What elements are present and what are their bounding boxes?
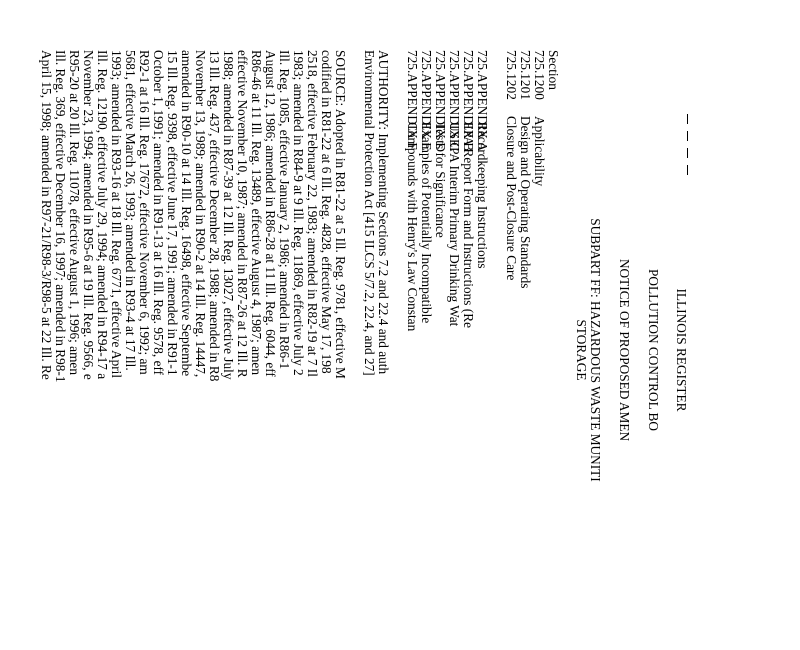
source-line: effective November 10, 1987; amended in R87-26 at 12 Ill. R [235,50,250,378]
section-row [532,50,546,186]
appendix-number: 725.APPENDIX A [475,50,490,152]
source-line: November 13, 1989; amended in R90-2 at 14 Ill. Reg. 14447, [193,50,208,378]
source-line: November 23, 1994; amended in R95-6 at 19 Ill. Reg. 9566, e [81,50,96,380]
section-row [504,50,518,280]
appendix-row [461,50,475,328]
appendix-row [433,50,447,238]
header-rule [688,114,698,214]
source-line: 13 Ill. Reg. 437, effective December 28, 1988; amended in R8 [207,50,222,382]
appendix-number: 725.APPENDIX B [461,50,476,152]
appendix-row [405,50,419,331]
source-line: 2518, effective February 22, 1983; amended in R82-19 at 7 Il [305,50,320,377]
source-line: R95-20 at 20 Ill. Reg. 11078, effective August 1, 1996; amen [67,50,82,375]
board-name: POLLUTION CONTROL BO [646,268,661,432]
source-line: 1983; amended in R84-9 at 9 Ill. Reg. 11869, effective July 2 [291,50,306,376]
register-title: ILLINOIS REGISTER [674,288,689,412]
appendix-row [419,50,433,323]
rotated-document-page [39,50,689,650]
source-line: codified in R81-22 at 6 Ill. Reg. 4828, effective May 17, 198 [319,50,334,374]
source-line: Ill. Reg. 369, effective December 16, 1997; amended in R98-1 [53,50,68,383]
source-line: 1988; amended in R87-39 at 12 Ill. Reg. 13027, effective July [221,50,236,380]
source-line: 15 Ill. Reg. 9398, effective June 17, 1991; amended in R91-1 [165,50,180,376]
appendix-row [447,50,461,326]
section-title: Applicability [532,116,547,187]
section-row [518,50,532,288]
subpart-title-cont: STORAGE [574,319,589,381]
section-number: 725.1202 [504,50,519,100]
appendix-number: 725.APPENDIX D [433,50,448,152]
section-title: Closure and Post-Closure Care [504,116,519,281]
source-line: August 12, 1986; amended in R86-28 at 11 Ill. Reg. 6044, eff [263,50,278,377]
source-line: R92-1 at 16 Ill. Reg. 17672, effective November 6, 1992; am [137,50,152,375]
source-line: April 15, 1998; amended in R97-21/R98-3/R98-5 at 22 Ill. Re [39,50,54,380]
authority-text-cont: Environmental Protection Act [415 ILCS 5/7.2, 22.4, and 27] [362,50,377,376]
authority-text: AUTHORITY: Implementing Sections 7.2 and 22.4 and auth [376,50,391,375]
section-number: 725.1200 [532,50,547,100]
appendix-row [475,50,489,269]
section-number: 725.1201 [518,50,533,100]
source-line: amended in R90-10 at 14 Ill. Reg. 16498, effective Septembe [179,50,194,377]
appendix-number: 725.APPENDIX F [405,50,420,150]
appendix-title: Tests for Significance [433,122,448,238]
source-line: R86-46 at 11 Ill. Reg. 13489, effective August 4, 1987; amen [249,50,264,375]
section-heading: Section [546,50,561,90]
appendix-title: Recordkeeping Instructions [475,122,490,269]
source-line: October 1, 1991; amended in R91-13 at 16 Ill. Reg. 9578, eff [151,50,166,376]
appendix-title: EPA Report Form and Instructions (Re [461,122,476,328]
source-line: 5681, effective March 26, 1993; amended in R93-4 at 17 Ill. [123,50,138,371]
notice-title: NOTICE OF PROPOSED AMEN [617,258,632,442]
appendix-title: Examples of Potentially Incompatible [419,122,434,324]
appendix-title: USEPA Interim Primary Drinking Wat [447,122,462,327]
section-title: Design and Operating Standards [518,116,533,289]
source-line: Ill. Reg. 1085, effective January 2, 1986; amended in R86-1 [277,50,292,370]
source-line: 1993; amended in R93-16 at 18 Ill. Reg. 6771, effective April [109,50,124,379]
appendix-number: 725.APPENDIX E [419,50,434,151]
subpart-title: SUBPART FF: HAZARDOUS WASTE MUNITI [588,218,603,482]
appendix-title: Compounds with Henry's Law Constan [405,122,420,332]
source-line: SOURCE: Adopted in R81-22 at 5 Ill. Reg. 9781, effective M [333,50,348,379]
source-line: Ill. Reg. 12190, effective July 29, 1994; amended in R94-17 a [95,50,110,380]
appendix-number: 725.APPENDIX C [447,50,462,152]
